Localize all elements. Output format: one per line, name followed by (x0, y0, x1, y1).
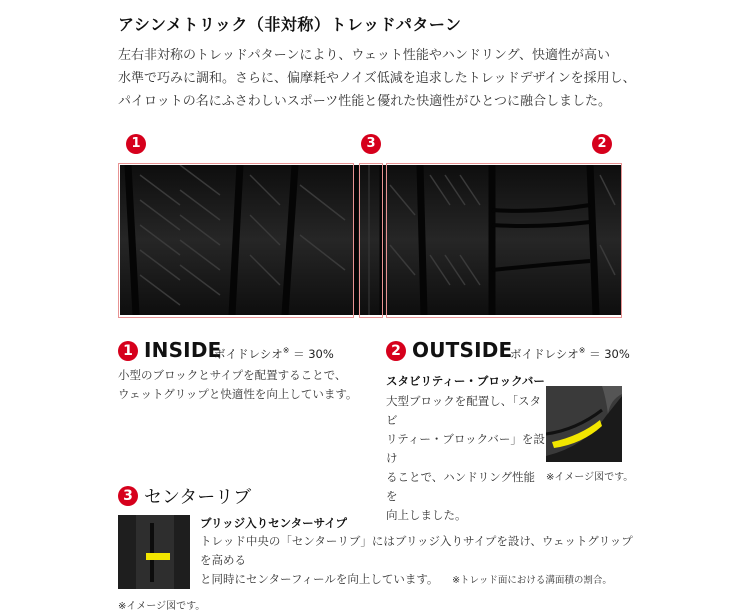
inside-description (118, 366, 378, 404)
inside-line: 小型のブロックとサイプを配置することで、 (118, 368, 347, 382)
inside-section-badge: 1 (118, 341, 138, 361)
outside-title: OUTSIDE (412, 338, 513, 362)
outside-line: 大型ブロックを配置し、「スタビ (386, 394, 542, 427)
void-ratio-footnote: ※トレッド面における溝面積の割合。 (452, 575, 612, 586)
void-ratio-mark: ※ (578, 346, 586, 356)
outside-line: リティー・ブロックバー」を設け (386, 432, 545, 465)
inside-region-box (118, 163, 354, 318)
stability-block-bar-image (546, 386, 622, 462)
intro-line: 左右非対称のトレッドパターンにより、ウェット性能やハンドリング、快適性が高い (118, 48, 611, 63)
center-region-box (359, 163, 383, 318)
center-title: センターリブ (144, 487, 252, 508)
center-section-badge: 3 (118, 486, 138, 506)
void-ratio-label: ボイドレシオ (510, 347, 579, 361)
center-description (200, 532, 640, 590)
center-line: トレッド中央の「センターリブ」にはブリッジ入りサイプを設け、ウェットグリップを高める (200, 534, 633, 567)
center-rib-illustration (118, 515, 190, 589)
inside-line: ウェットグリップと快適性を向上しています。 (118, 387, 358, 401)
void-ratio-label: ボイドレシオ (214, 347, 283, 361)
outside-void-ratio (510, 346, 630, 362)
inside-title: INSIDE (144, 338, 222, 362)
center-sub-heading: ブリッジ入りセンターサイプ (200, 516, 347, 530)
page-title: アシンメトリック（非対称）トレッドパターン (118, 15, 462, 34)
center-line-text: と同時にセンターフィールを向上しています。 (200, 572, 439, 586)
outside-number-badge: 2 (592, 134, 612, 154)
intro-line: 水準で巧みに調和。さらに、偏摩耗やノイズ低減を追求したトレッドデザインを採用し、 (118, 71, 636, 86)
outside-sub-heading: スタビリティー・ブロックバー (386, 374, 545, 388)
center-rib-image (118, 515, 190, 589)
stability-block-bar-illustration (546, 386, 622, 462)
outside-description (386, 392, 546, 525)
outside-image-caption: ※イメージ図です。 (546, 472, 634, 483)
intro-line: パイロットの名にふさわしいスポーツ性能と優れた快適性がひとつに融合しました。 (118, 94, 611, 109)
outside-line: ることで、ハンドリング性能を (386, 470, 536, 503)
intro-paragraph (118, 44, 638, 113)
center-line (200, 570, 640, 590)
void-ratio-mark: ※ (282, 346, 290, 356)
void-ratio-value: ＝ 30% (293, 347, 334, 361)
outside-line: 向上しました。 (386, 508, 467, 522)
center-number-badge: 3 (361, 134, 381, 154)
inside-void-ratio (214, 346, 334, 362)
void-ratio-value: ＝ 30% (589, 347, 630, 361)
center-image-caption: ※イメージ図です。 (118, 601, 206, 612)
outside-region-box (386, 163, 622, 318)
outside-section-badge: 2 (386, 341, 406, 361)
inside-number-badge: 1 (126, 134, 146, 154)
